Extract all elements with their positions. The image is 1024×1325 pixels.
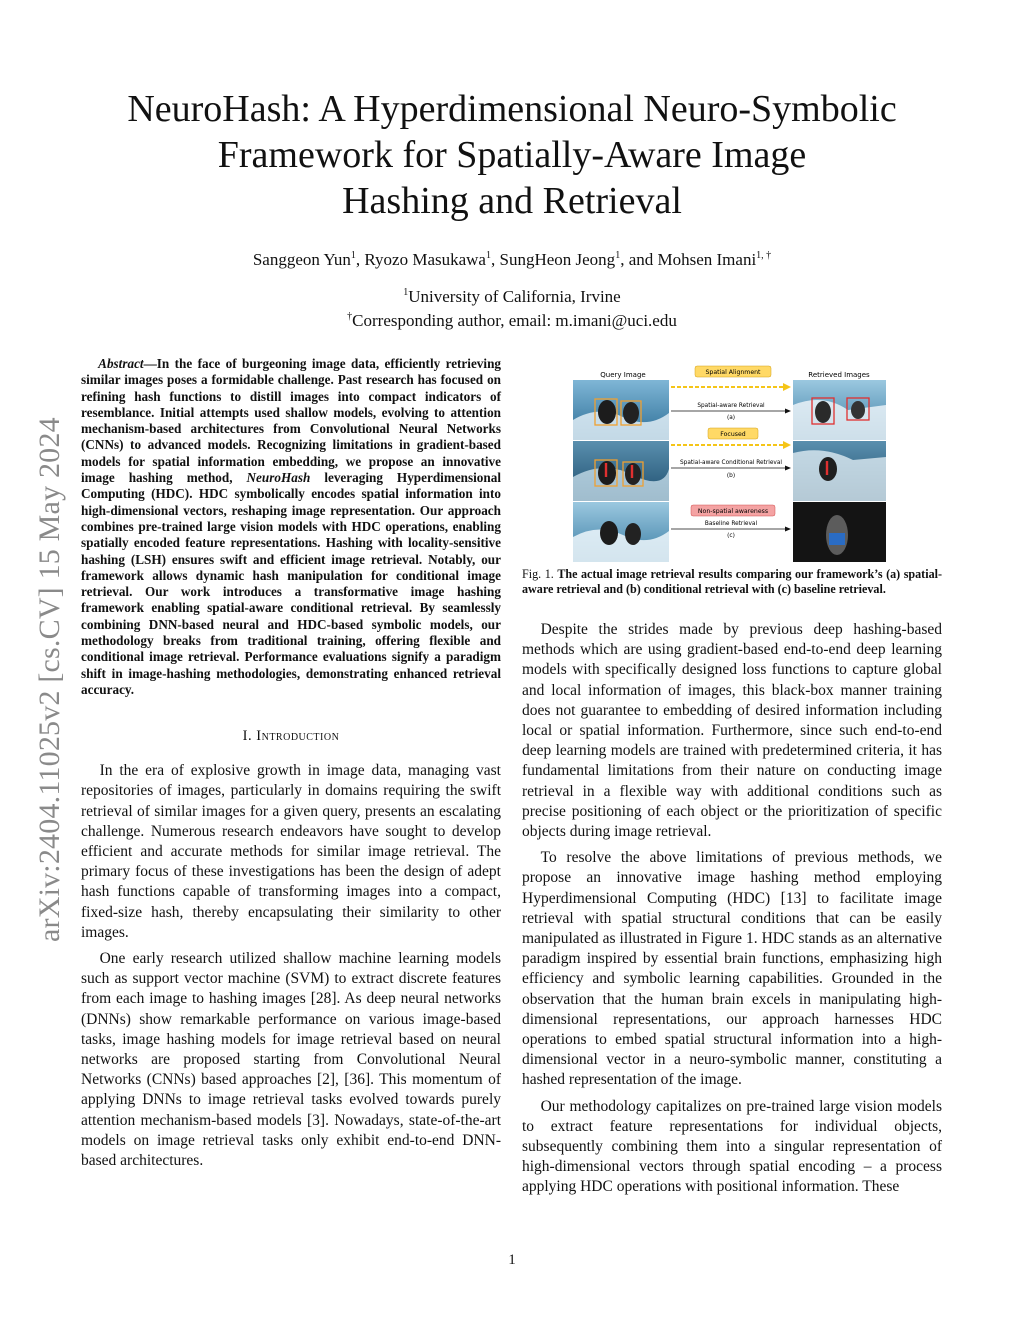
query-image-c [573,502,669,562]
paper-title [60,86,964,224]
section-title: Introduction [256,728,340,745]
author-mark: 1 [350,250,356,261]
section-number: I. [242,728,253,745]
row-a-connector [671,366,791,421]
abstract [81,356,501,698]
right-paragraph-3: Our methodology capitalizes on pre-trained large vision models to extract feature representations for individual objects, subsequently combining them into a singular representation of high-dimensional vectors through spatial encoding – a process applying HDC operations with positional information. These [522,1097,942,1196]
abstract-text-part-2: leveraging Hyperdimensional Computing (HDC). HDC symbolically encodes spatial information into high-dimensional vectors, reshaping image representation. Our approach combines pre-trained large vision models with HDC operations, enabling spatially encoded feature representations. Hashing with locality-sensitive hashing (LSH) ensures swift and efficient image retrieval. Notably, our framework allows dynamic hash manipulation for conditional image retrieval. Our work introduces a transformative image hashing framework enabling spatial-aware conditional retrieval. By seamlessly combining DNN-based neural and HDC-based symbolic models, our methodology breaks from traditional training, offering flexible and conditional image retrieval. Performance evaluations signify a paradigm shift in image-hashing methodologies, demonstrating enhanced retrieval accuracy. [81,470,501,697]
query-image-label: Query Image [600,371,646,379]
author-name: Ryozo Masukawa [364,250,486,269]
retrieved-images-label: Retrieved Images [808,371,870,379]
author-mark: 1 [615,250,621,261]
left-column [81,356,501,1177]
affiliation-text: University of California, Irvine [408,287,621,306]
author-mark: 1 [485,250,491,261]
row-b-connector [671,428,791,479]
row-c-label: Baseline Retrieval [704,521,758,527]
intro-paragraph-1: In the era of explosive growth in image data, managing vast repositories of images, particularly in domains requiring the swift retrieval of similar images for a given query, presents an escalating challenge. Numerous research endeavors have sought to develop efficient and accurate methods for similar image retrieval. The primary focus of these investigations has been the design of adept hash functions capable of transforming images into a compact, fixed-size hash, thereby encapsulating their similarity to other images. [81,762,501,941]
title-line-3: Hashing and Retrieval [342,180,682,222]
author-list: Sanggeon Yun$^1$, Ryozo Masukawa$^1$, SungHeon Jeong$^1$, and Mohsen Imani$^{1, \dagger}$ [252,250,772,269]
row-a-label: Spatial-aware Retrieval [697,403,765,409]
figure-1 [573,365,886,562]
correspondence-text: Corresponding author, email: m.imani@uci.edu [352,311,677,330]
author-name: SungHeon Jeong [499,250,616,269]
row-c-connector [671,505,791,539]
right-column [522,620,942,1204]
row-b-tag: Focused [720,431,746,438]
affiliation-mark: 1 [403,287,409,298]
caption-label: Fig. 1. [522,567,554,581]
title-line-1: NeuroHash: A Hyperdimensional Neuro-Symbolic [127,88,897,130]
row-b-letter: (b) [726,473,736,479]
abstract-label: Abstract [98,356,144,371]
caption-text: The actual image retrieval results comparing our framework’s (a) spatial-aware retrieval and (b) conditional retrieval with (c) baseline retrieval. [522,567,942,596]
query-image-a [573,380,669,440]
author-name: Sanggeon Yun [252,250,351,269]
arxiv-stamp: arXiv:2404.11025v2 [cs.CV] 15 May 2024 [33,417,66,942]
right-paragraph-2: To resolve the above limitations of previous methods, we propose an innovative image hashing method employing Hyperdimensional Computing (HDC) [13] to facilitate image retrieval with spatial structural conditions that can be easily manipulated as illustrated in Figure 1. HDC stands as an alternative paradigm inspired by essential brain functions, emphasizing high efficiency and symbolic learning capabilities. Grounded in the observation that the human brain excels in manipulating high-dimensional representations, our approach harnesses HDC operations to embed spatial structural information into a high-dimensional vector in a neuro-symbolic manner, constituting a hashed representation of the image. [522,849,942,1089]
retrieved-image-a [793,380,886,440]
figure-1-diagram [573,365,886,562]
row-a-letter: (a) [726,415,736,421]
section-heading [81,728,501,745]
author-name: Mohsen Imani [657,250,757,269]
abstract-text-part-1: —In the face of burgeoning image data, efficiently retrieving similar images poses a formidable challenge. Past research has focused on refining hash functions to distill images into compact indicators of resemblance. Initial attempts used shallow models, evolving to attention mechanism-based architectures from Convolutional Neural Networks (CNNs) to advanced models. Recognizing limitations in gradient-based models for spatial information embedding, we propose an innovative image hashing method, [81,356,501,486]
retrieved-image-c [793,502,886,562]
right-paragraph-1: Despite the strides made by previous deep hashing-based methods which are using gradient-based end-to-end deep learning models with specifically designed loss functions to capture global and local information of images, this black-box manner training does not guarantee to embedding of desired information including local or spatial information. Furthermore, since such end-to-end deep learning models are trained with predetermined criteria, it has fundamental limitations from their nature on conducting image retrieval in a flexible way with additional conditions such as precise positioning of each object or the prioritization of specific objects during image retrieval. [522,621,942,841]
row-b-label: Spatial-aware Conditional Retrieval [680,460,782,466]
row-c-letter: (c) [727,533,735,539]
affiliation-line [0,287,1024,307]
author-mark: 1, † [756,250,772,261]
row-a-tag: Spatial Alignment [705,369,761,376]
method-name: NeuroHash [246,470,311,486]
correspondence-line [0,311,1024,331]
figure-caption [522,567,942,597]
row-c-tag: Non-spatial awareness [697,508,769,515]
page-number: 1 [508,1252,516,1268]
correspondence-mark: † [347,311,353,322]
retrieved-image-b [793,441,886,501]
title-line-2: Framework for Spatially-Aware Image [217,134,807,176]
intro-paragraph-2: One early research utilized shallow machine learning models such as support vector machine (SVM) to extract discrete features from each image to hashing images [28]. As deep neural networks (DNNs) show remarkable performance on various image-based tasks, image hashing models for image retrieval based on neural networks are proposed starting from Convolutional Neural Networks (CNNs) based approaches [2], [36]. This momentum of applying DNNs to image retrieval tasks evolved towards purely attention mechanism-based models [3]. Nowadays, state-of-the-art models on image retrieval tasks only exhibit end-to-end DNN-based architectures. [81,950,501,1170]
query-image-b [573,441,669,501]
